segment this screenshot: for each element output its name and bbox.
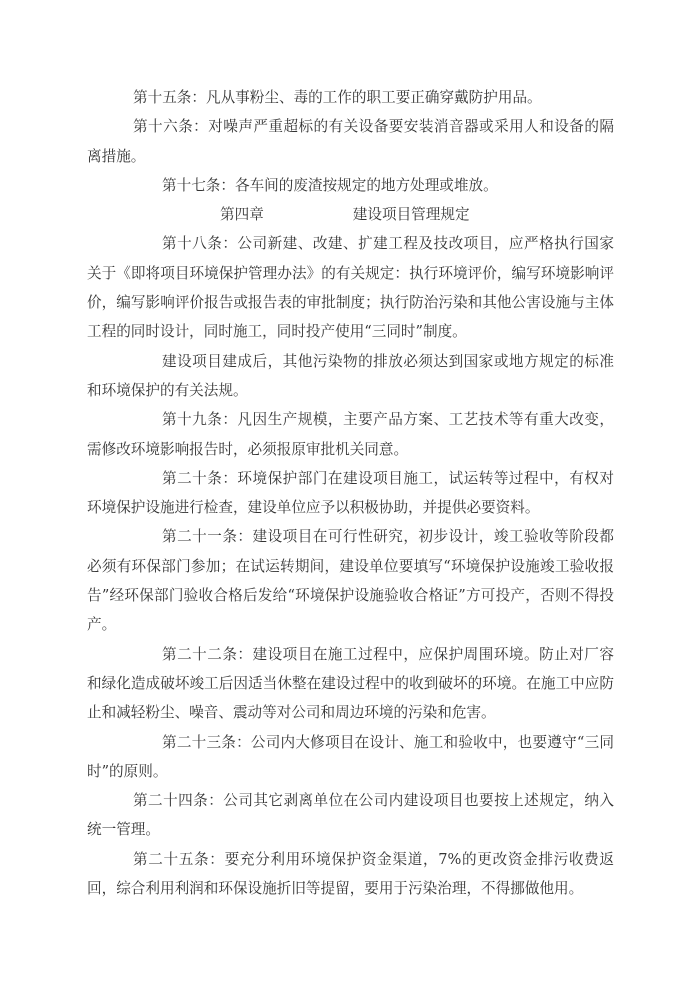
clause-paragraph: 第二十四条：公司其它剥离单位在公司内建设项目也要按上述规定，纳入统一管理。 (87, 792, 614, 839)
clause-paragraph: 第十五条：凡从事粉尘、毒的工作的职工要正确穿戴防护用品。 (133, 89, 542, 106)
chapter-number: 第四章 (220, 206, 264, 224)
chapter-title: 建设项目管理规定 (352, 206, 470, 224)
clause-paragraph: 建设项目建成后，其他污染物的排放必须达到国家或地方规定的标准和环境保护的有关法规。 (87, 352, 614, 399)
clause-paragraph: 第二十五条：要充分利用环境保护资金渠道，7%的更改资金排污收费返回，综合利用利润和环保设施折旧等提留，要用于污染治理，不得挪做他用。 (87, 850, 614, 898)
clause-paragraph: 第十六条：对噪声严重超标的有关设备要安装消音器或采用人和设备的隔离措施。 (87, 118, 614, 165)
clause-paragraph: 第二十一条：建设项目在可行性研究，初步设计，竣工验收等阶段都必须有环保部门参加；在试运转期间，建设单位要填写“环境保护设施竣工验收报告”经环保部门验收合格后发给“环境保护设施验收合格证”方可投产，否则不得投产。 (87, 528, 614, 634)
clause-paragraph: 第十八条：公司新建、改建、扩建工程及技改项目，应严格执行国家关于《即将项目环境保护管理办法》的有关规定：执行环境评价，编写环境影响评价，编写影响评价报告或报告表的审批制度；执行防治污染和其他公害设施与主体工程的同时设计，同时施工，同时投产使用“三同时”制度。 (87, 235, 614, 341)
clause-paragraph: 第二十三条：公司内大修项目在设计、施工和验收中，也要遵守“三同时”的原则。 (87, 733, 614, 780)
chapter-heading (87, 200, 614, 229)
document-body (87, 83, 614, 903)
clause-paragraph: 第十七条：各车间的废渣按规定的地方处理或堆放。 (162, 176, 498, 194)
clause-paragraph: 第二十条：环境保护部门在建设项目施工，试运转等过程中，有权对环境保护设施进行检查，建设单位应予以积极协助，并提供必要资料。 (87, 469, 614, 517)
clause-paragraph: 第二十二条：建设项目在施工过程中，应保护周围环境。防止对厂容和绿化造成破坏竣工后因适当休整在建设过程中的收到破坏的环境。在施工中应防止和减轻粉尘、噪音、震动等对公司和周边环境的污染和危害。 (87, 645, 614, 722)
clause-paragraph: 第十九条：凡因生产规模，主要产品方案、工艺技术等有重大改变，需修改环境影响报告时，必须报原审批机关同意。 (87, 411, 614, 458)
